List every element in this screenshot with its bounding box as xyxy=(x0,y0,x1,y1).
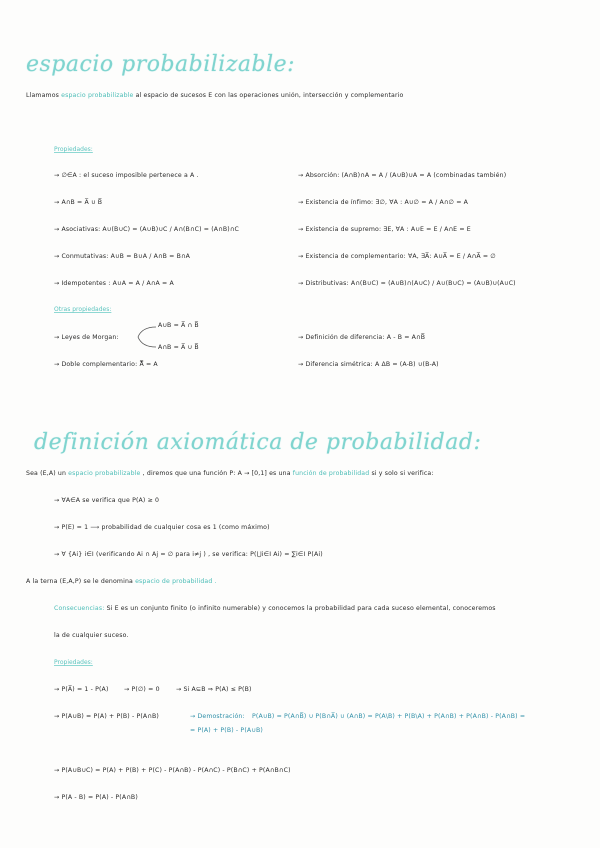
prop3-difference: → P(A - B) = P(A) - P(A∩B) xyxy=(54,794,138,801)
prop3-union-three: → P(A∪B∪C) = P(A) + P(B) + P(C) - P(A∩B) - P(A∩C) - P(B∩C) + P(A∩B∩C) xyxy=(54,767,291,774)
prop-right-5: → Distributivas: A∩(B∪C) = (A∪B)∩(A∪C) / A∪(B∪C) = (A∪B)∪(A∪C) xyxy=(298,280,516,287)
consecuencias-line-2: la de cualquier suceso. xyxy=(54,632,129,639)
prop3-complement: → P(A̅) = 1 - P(A) xyxy=(54,686,109,693)
prop-right-3: → Existencia de supremo: ∃E, ∀A : A∪E = E / A∩E = E xyxy=(298,226,471,233)
prop3-subset: → Si A⊆B ⇒ P(A) ≤ P(B) xyxy=(176,686,252,693)
morgan-law-2: A∩B = A̅ ∪ B̅ xyxy=(158,344,199,351)
consecuencias-term: Consecuencias: xyxy=(54,605,105,612)
section-title-espacio-probabilizable: espacio probabilizable: xyxy=(26,52,296,77)
axiom-2 xyxy=(54,524,270,531)
prop3-union: → P(A∪B) = P(A) + P(B) - P(A∩B) xyxy=(54,713,159,720)
morgan-label: → Leyes de Morgan: xyxy=(54,334,119,341)
heading-propiedades-1: Propiedades: xyxy=(54,146,93,153)
prop-left-3: → Asociativas: A∪(B∪C) = (A∪B)∪C / A∩(B∩C) = (A∩B)∩C xyxy=(54,226,239,233)
consecuencias-line xyxy=(54,605,496,612)
intro-line xyxy=(26,92,403,99)
prop-right-2: → Existencia de ínfimo: ∃∅, ∀A : A∪∅ = A / A∩∅ = A xyxy=(298,199,469,206)
prop-right-1: → Absorción: (A∩B)∩A = A / (A∪B)∪A = A (combinadas también) xyxy=(298,172,507,179)
terna-text: A la terna (E,A,P) se le denomina xyxy=(26,578,133,585)
prop-right-4: → Existencia de complementario: ∀A, ∃A̅: A∪A̅ = E / A∩A̅ = ∅ xyxy=(298,253,496,260)
prop-left-5: → Idempotentes : A∪A = A / A∩A = A xyxy=(54,280,174,287)
terna-line xyxy=(26,578,217,585)
heading-propiedades-3: Propiedades: xyxy=(54,659,93,666)
section-title-definicion-axiomatica: definición axiomática de probabilidad: xyxy=(34,430,482,455)
terna-term: espacio de probabilidad . xyxy=(135,578,217,585)
axiom-2-formula: → P(E) = 1 xyxy=(54,524,89,531)
def-text-b: , diremos que una función P: A → [0,1] es una xyxy=(142,470,291,477)
def-term-espacio: espacio probabilizable xyxy=(68,470,141,477)
demo-line-2: = P(A) + P(B) - P(A∪B) xyxy=(190,727,263,734)
prop-left-4: → Conmutativas: A∪B = B∪A / A∩B = B∩A xyxy=(54,253,191,260)
long-arrow-icon: ⟶ xyxy=(90,524,100,531)
intro-text-b: al espacio de sucesos E con las operaciones unión, intersección y complementario xyxy=(135,92,404,99)
heading-otras-propiedades: Otras propiedades: xyxy=(54,306,112,313)
morgan-law-1: A∪B = A̅ ∩ B̅ xyxy=(158,322,199,329)
intro-term: espacio probabilizable xyxy=(61,92,134,99)
demo-label: → Demostración: xyxy=(190,713,245,720)
prop3-empty: → P(∅) = 0 xyxy=(124,686,160,693)
axiom-3: → ∀ {Ai} i∈I (verificando Ai ∩ Aj = ∅ para i≠j ) , se verifica: P(⋃i∈I Ai) = ∑i∈I P(Ai) xyxy=(54,551,323,558)
axiom-1: → ∀A∈A se verifica que P(A) ≥ 0 xyxy=(54,497,160,504)
prop-left-1: → ∅∈A : el suceso imposible pertenece a A . xyxy=(54,172,199,179)
def-text-c: si y solo si verifica: xyxy=(371,470,434,477)
demo-line-1: P(A∪B) = P(A∩B̅) ∪ P(B∩A̅) ∪ (A∩B) = P(A\B) + P(B\A) + P(A∩B) + P(A∩B) - P(A∩B) = xyxy=(252,713,526,720)
definicion-diferencia: → Definición de diferencia: A - B = A∩B̅ xyxy=(298,334,426,341)
diferencia-simetrica: → Diferencia simétrica: A ΔB = (A-B) ∪(B-A) xyxy=(298,361,439,368)
intro-text-a: Llamamos xyxy=(26,92,60,99)
def-text-a: Sea (E,A) un xyxy=(26,470,67,477)
consecuencias-text: Si E es un conjunto finito (o infinito numerable) y conocemos la probabilidad para cada suceso elemental, conoceremos xyxy=(106,605,496,612)
doble-complementario: → Doble complementario: A̿ = A xyxy=(54,361,158,368)
axiom-2-note: probabilidad de cualquier cosa es 1 (como máximo) xyxy=(101,524,270,531)
prop-left-2: → A∩B = A̅ ∪ B̅ xyxy=(54,199,103,206)
definition-line xyxy=(26,470,434,477)
morgan-bracket-arrows xyxy=(136,322,160,352)
def-term-funcion: función de probabilidad xyxy=(292,470,370,477)
